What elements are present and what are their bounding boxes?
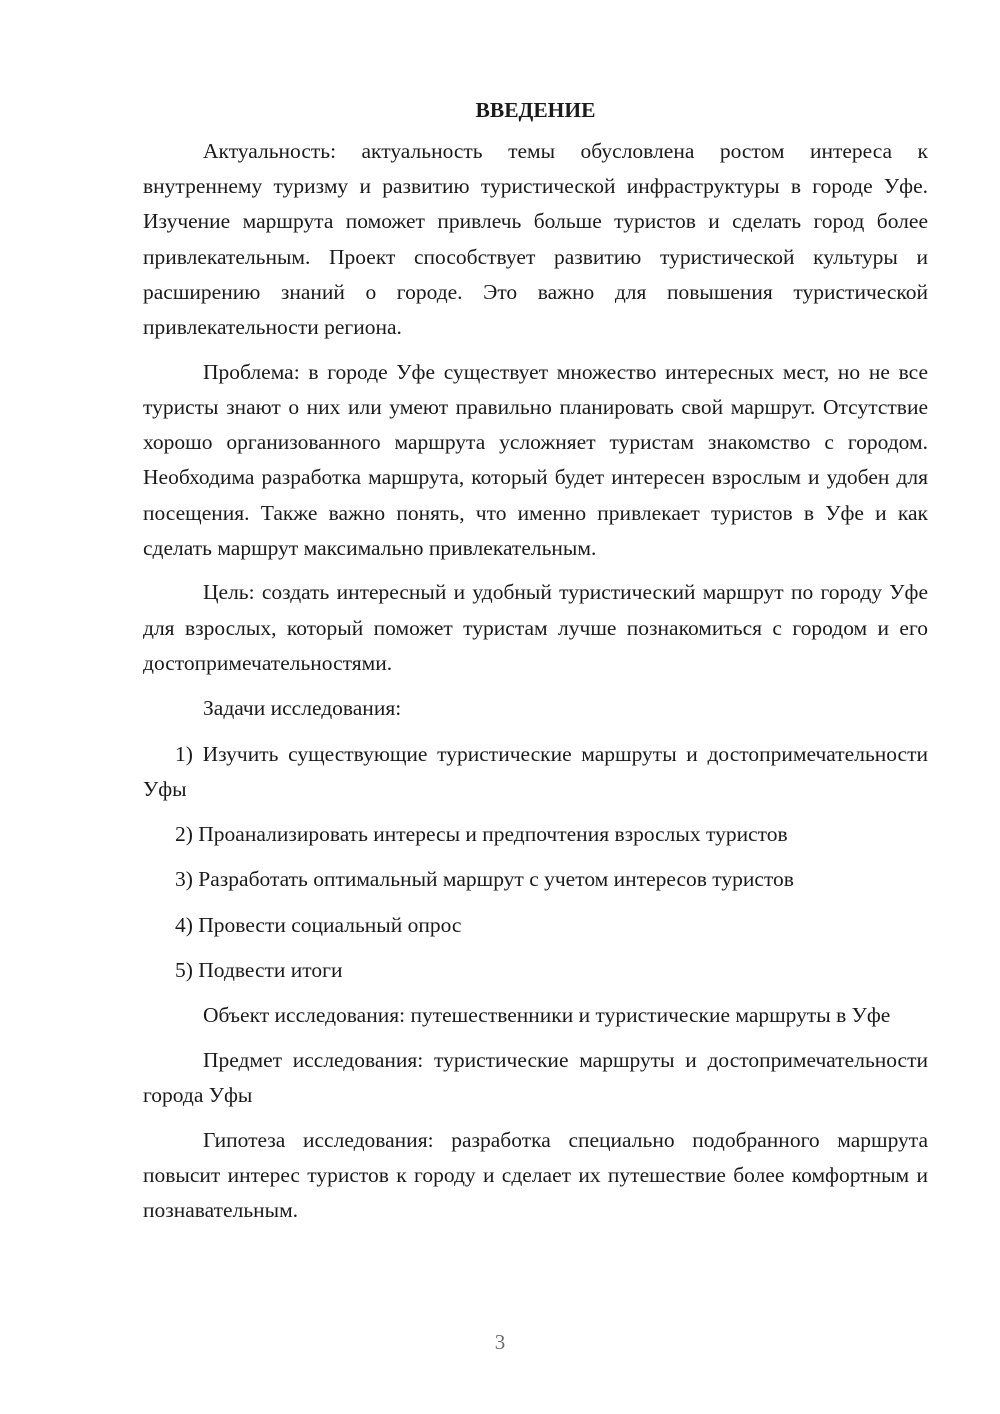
list-item: 5) Подвести итоги [175, 957, 343, 982]
relevance-paragraph: Актуальность: актуальность темы обусловлена ростом интереса к внутреннему туризму и развитию туристической инфраструктуры в городе Уфе. Изучение маршрута поможет привлечь больше туристов и сделать город более привлекательным. Проект способствует развитию туристической культуры и расширению знаний о городе. Это важно для повышения туристической привлекательности региона. [143, 139, 928, 340]
list-item: 4) Провести социальный опрос [175, 912, 462, 937]
subject-paragraph: Предмет исследования: туристические маршруты и достопримечательности города Уфы [143, 1047, 928, 1107]
document-page [143, 92, 928, 1238]
list-item: 3) Разработать оптимальный маршрут с учетом интересов туристов [175, 867, 794, 892]
page-title: ВВЕДЕНИЕ [475, 98, 596, 122]
object-paragraph: Объект исследования: путешественники и туристические маршруты в Уфе [203, 1002, 891, 1027]
list-item: 2) Проанализировать интересы и предпочтения взрослых туристов [175, 822, 788, 847]
tasks-list [143, 737, 928, 988]
tasks-heading: Задачи исследования: [203, 695, 402, 720]
problem-paragraph: Проблема: в городе Уфе существует множество интересных мест, но не все туристы знают о них или умеют правильно планировать свой маршрут. Отсутствие хорошо организованного маршрута усложняет туристам знакомство с городом. Необходима разработка маршрута, который будет интересен взрослым и удобен для посещения. Также важно понять, что именно привлекает туристов в Уфе и как сделать маршрут максимально привлекательным. [143, 359, 928, 560]
goal-paragraph: Цель: создать интересный и удобный туристический маршрут по городу Уфе для взрослых, который поможет туристам лучше познакомиться с городом и его достопримечательностями. [143, 580, 928, 675]
list-item: 1) Изучить существующие туристические маршруты и достопримечательности Уфы [143, 741, 928, 801]
hypothesis-paragraph: Гипотеза исследования: разработка специально подобранного маршрута повысит интерес туристов к городу и сделает их путешествие более комфортным и познавательным. [143, 1127, 928, 1222]
page-number: 3 [494, 1330, 506, 1354]
